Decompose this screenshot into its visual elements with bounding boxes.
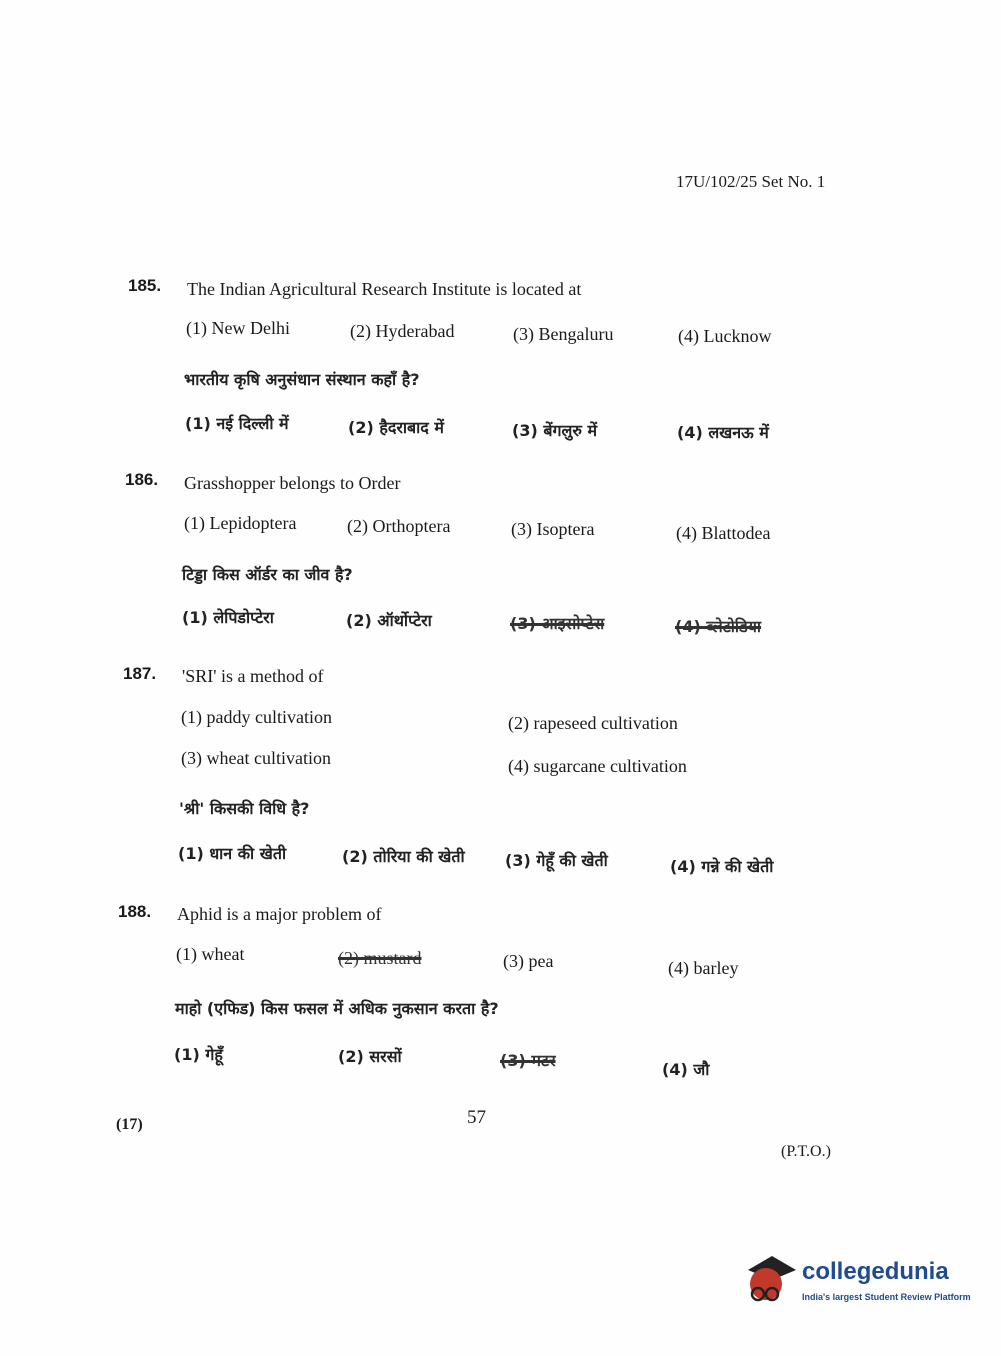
question-number: 187. <box>123 664 157 683</box>
option: (1) New Delhi <box>186 318 290 338</box>
hindi-question: टिड्डा किस ऑर्डर का जीव है? <box>182 565 353 584</box>
brand-tagline: India's largest Student Review Platform <box>802 1292 971 1302</box>
option: (1) paddy cultivation <box>181 707 332 727</box>
collegedunia-logo <box>742 1252 972 1312</box>
hindi-option: (4) गन्ने की खेती <box>670 857 774 876</box>
page-number: 57 <box>467 1107 486 1128</box>
hindi-question: माहो (एफिड) किस फसल में अधिक नुकसान करता है? <box>175 999 499 1018</box>
question-text: The Indian Agricultural Research Institute is located at <box>187 279 582 299</box>
hindi-option: (2) हैदराबाद में <box>348 418 444 437</box>
hindi-option: (1) धान की खेती <box>178 844 287 863</box>
option: (4) Lucknow <box>678 326 772 346</box>
question-text: Grasshopper belongs to Order <box>184 473 401 493</box>
option: (4) sugarcane cultivation <box>508 756 687 776</box>
option: (3) pea <box>503 951 554 971</box>
brand-name: collegedunia <box>802 1258 949 1285</box>
option: (4) barley <box>668 958 739 978</box>
option: (2) Orthoptera <box>347 516 451 536</box>
option: (3) wheat cultivation <box>181 748 331 768</box>
option: (2) rapeseed cultivation <box>508 713 678 733</box>
hindi-option: (3) बेंगलुरु में <box>512 421 598 440</box>
hindi-option: (3) गेहूँ की खेती <box>505 851 608 870</box>
hindi-question: भारतीय कृषि अनुसंधान संस्थान कहाँ है? <box>184 370 420 389</box>
option: (4) Blattodea <box>676 523 771 543</box>
hindi-option: (2) तोरिया की खेती <box>342 847 465 866</box>
option: (1) wheat <box>176 944 245 964</box>
pto-label: (P.T.O.) <box>781 1143 831 1160</box>
hindi-option: (2) सरसों <box>338 1047 402 1066</box>
option: (2) Hyderabad <box>350 321 455 341</box>
question-text: Aphid is a major problem of <box>177 904 382 924</box>
option: (3) Bengaluru <box>513 324 614 344</box>
option-struck: (2) mustard <box>338 948 422 968</box>
hindi-option: (1) गेहूँ <box>174 1045 223 1064</box>
question-text: 'SRI' is a method of <box>182 666 324 686</box>
footer-left: (17) <box>116 1116 143 1133</box>
question-number: 186. <box>125 470 159 489</box>
mascot-icon <box>742 1252 800 1310</box>
hindi-option: (4) जौ <box>662 1060 710 1079</box>
hindi-option: (1) लेपिडोप्टेरा <box>182 608 274 627</box>
hindi-option: (1) नई दिल्ली में <box>185 414 289 433</box>
hindi-option: (4) लखनऊ में <box>677 423 769 442</box>
question-number: 185. <box>128 276 162 295</box>
hindi-option-struck: (4) ब्लेटोडिया <box>675 617 762 636</box>
option: (1) Lepidoptera <box>184 513 297 533</box>
question-number: 188. <box>118 902 152 921</box>
hindi-question: 'श्री' किसकी विधि है? <box>179 799 310 818</box>
hindi-option: (2) ऑर्थोप्टेरा <box>346 611 432 630</box>
option: (3) Isoptera <box>511 519 595 539</box>
hindi-option-struck: (3) मटर <box>500 1051 556 1070</box>
set-code: 17U/102/25 Set No. 1 <box>676 172 826 191</box>
hindi-option-struck: (3) आइसोप्टेरा <box>510 614 605 633</box>
